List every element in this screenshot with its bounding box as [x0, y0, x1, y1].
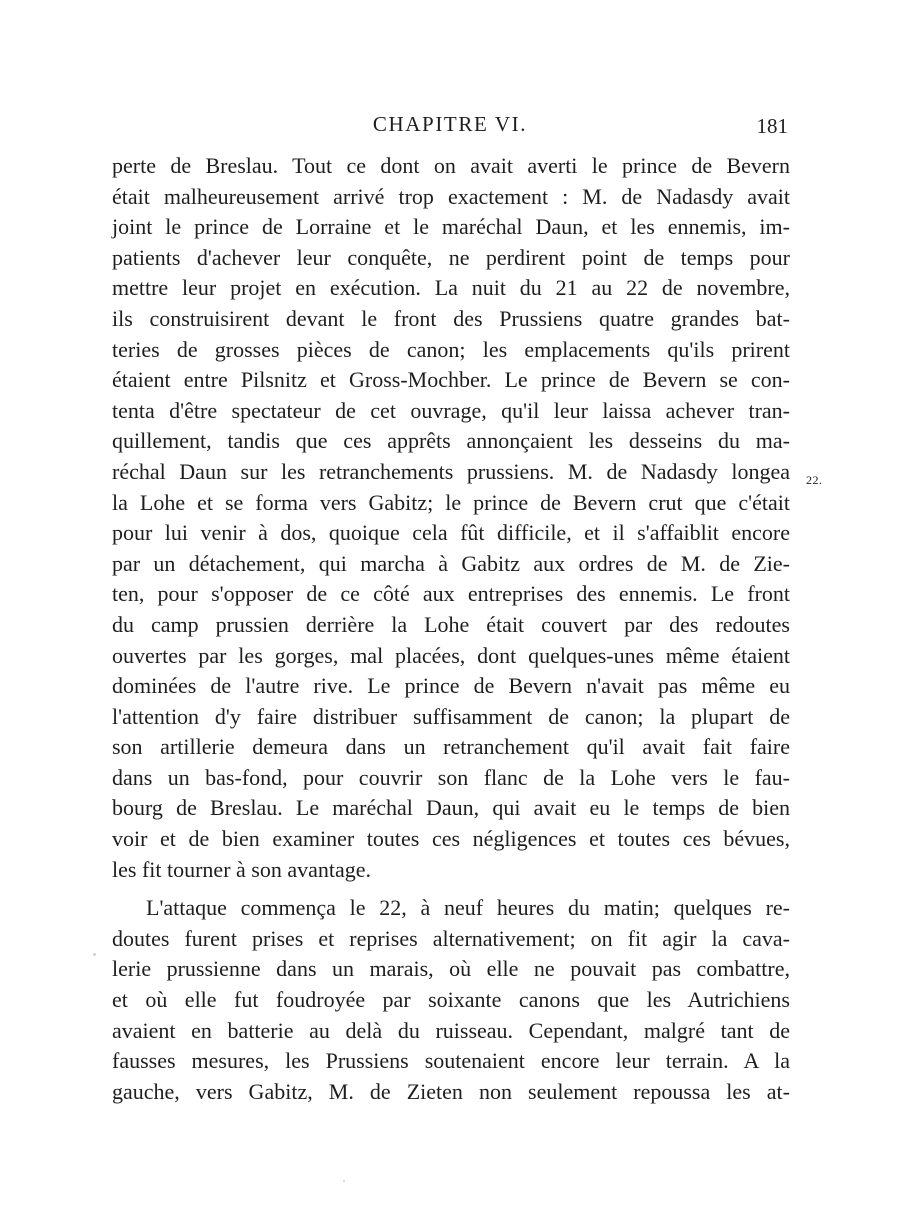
- text-line: réchal Daun sur les retranchements prussiens. M. de Nadasdy longea: [112, 458, 790, 484]
- text-line: patients d'achever leur conquête, ne perdirent point de temps pour: [112, 244, 790, 270]
- text-line: dominées de l'autre rive. Le prince de Bevern n'avait pas même eu: [112, 673, 790, 699]
- text-line: avaient en batterie au delà du ruisseau. Cependant, malgré tant de: [112, 1017, 790, 1043]
- text-line: joint le prince de Lorraine et le maréchal Daun, et les ennemis, im-: [112, 214, 790, 240]
- text-line: la Lohe et se forma vers Gabitz; le prince de Bevern crut que c'était: [112, 489, 790, 515]
- text-line: perte de Breslau. Tout ce dont on avait averti le prince de Bevern: [112, 153, 790, 178]
- paragraph: [112, 893, 790, 1107]
- text-line: mettre leur projet en exécution. La nuit du 21 au 22 de novembre,: [112, 275, 790, 301]
- chapter-title: CHAPITRE VI.: [372, 112, 528, 136]
- text-line: gauche, vers Gabitz, M. de Zieten non seulement repoussa les at-: [112, 1078, 790, 1104]
- body-text: [112, 151, 790, 1107]
- running-head: [112, 112, 788, 142]
- text-line: doutes furent prises et reprises alternativement; on fit agir la cava-: [112, 925, 790, 951]
- text-line: du camp prussien derrière la Lohe était couvert par des redoutes: [112, 611, 790, 637]
- text-line: étaient entre Pilsnitz et Gross-Mochber. Le prince de Bevern se con-: [112, 367, 790, 393]
- text-line: pour lui venir à dos, quoique cela fût difficile, et il s'affaiblit encore: [112, 520, 790, 546]
- page-number: 181: [756, 114, 788, 138]
- text-line: ils construisirent devant le front des Prussiens quatre grandes bat-: [112, 305, 790, 331]
- paper-speck: [343, 1180, 345, 1182]
- text-line: lerie prussienne dans un marais, où elle ne pouvait pas combattre,: [112, 956, 790, 982]
- text-line: son artillerie demeura dans un retranchement qu'il avait fait faire: [112, 734, 790, 760]
- text-line: tenta d'être spectateur de cet ouvrage, qu'il leur laissa achever tran-: [112, 397, 790, 423]
- text-line: dans un bas-fond, pour couvrir son flanc de la Lohe vers le fau-: [112, 764, 790, 790]
- text-line: ten, pour s'opposer de ce côté aux entreprises des ennemis. Le front: [112, 581, 790, 607]
- paragraph-gap: [112, 885, 790, 893]
- text-line: teries de grosses pièces de canon; les emplacements qu'ils prirent: [112, 336, 790, 362]
- text-line: bourg de Breslau. Le maréchal Daun, qui avait eu le temps de bien: [112, 795, 790, 821]
- text-line: les fit tourner à son avantage.: [112, 856, 372, 882]
- text-line: L'attaque commença le 22, à neuf heures du matin; quelques re-: [146, 895, 790, 921]
- paper-speck: [93, 953, 96, 956]
- text-line: l'attention d'y faire distribuer suffisamment de canon; la plupart de: [112, 703, 790, 729]
- paragraph: [112, 151, 790, 885]
- text-line: voir et de bien examiner toutes ces négligences et toutes ces bévues,: [112, 826, 790, 852]
- text-line: par un détachement, qui marcha à Gabitz aux ordres de M. de Zie-: [112, 550, 790, 576]
- text-line: ouvertes par les gorges, mal placées, dont quelques-unes même étaient: [112, 642, 790, 668]
- text-line: fausses mesures, les Prussiens soutenaient encore leur terrain. A la: [112, 1048, 790, 1074]
- text-line: quillement, tandis que ces apprêts annonçaient les desseins du ma-: [112, 428, 790, 454]
- text-line: était malheureusement arrivé trop exactement : M. de Nadasdy avait: [112, 183, 790, 209]
- text-line: et où elle fut foudroyée par soixante canons que les Autrichiens: [112, 987, 790, 1013]
- margin-date-note: 22.: [806, 473, 823, 487]
